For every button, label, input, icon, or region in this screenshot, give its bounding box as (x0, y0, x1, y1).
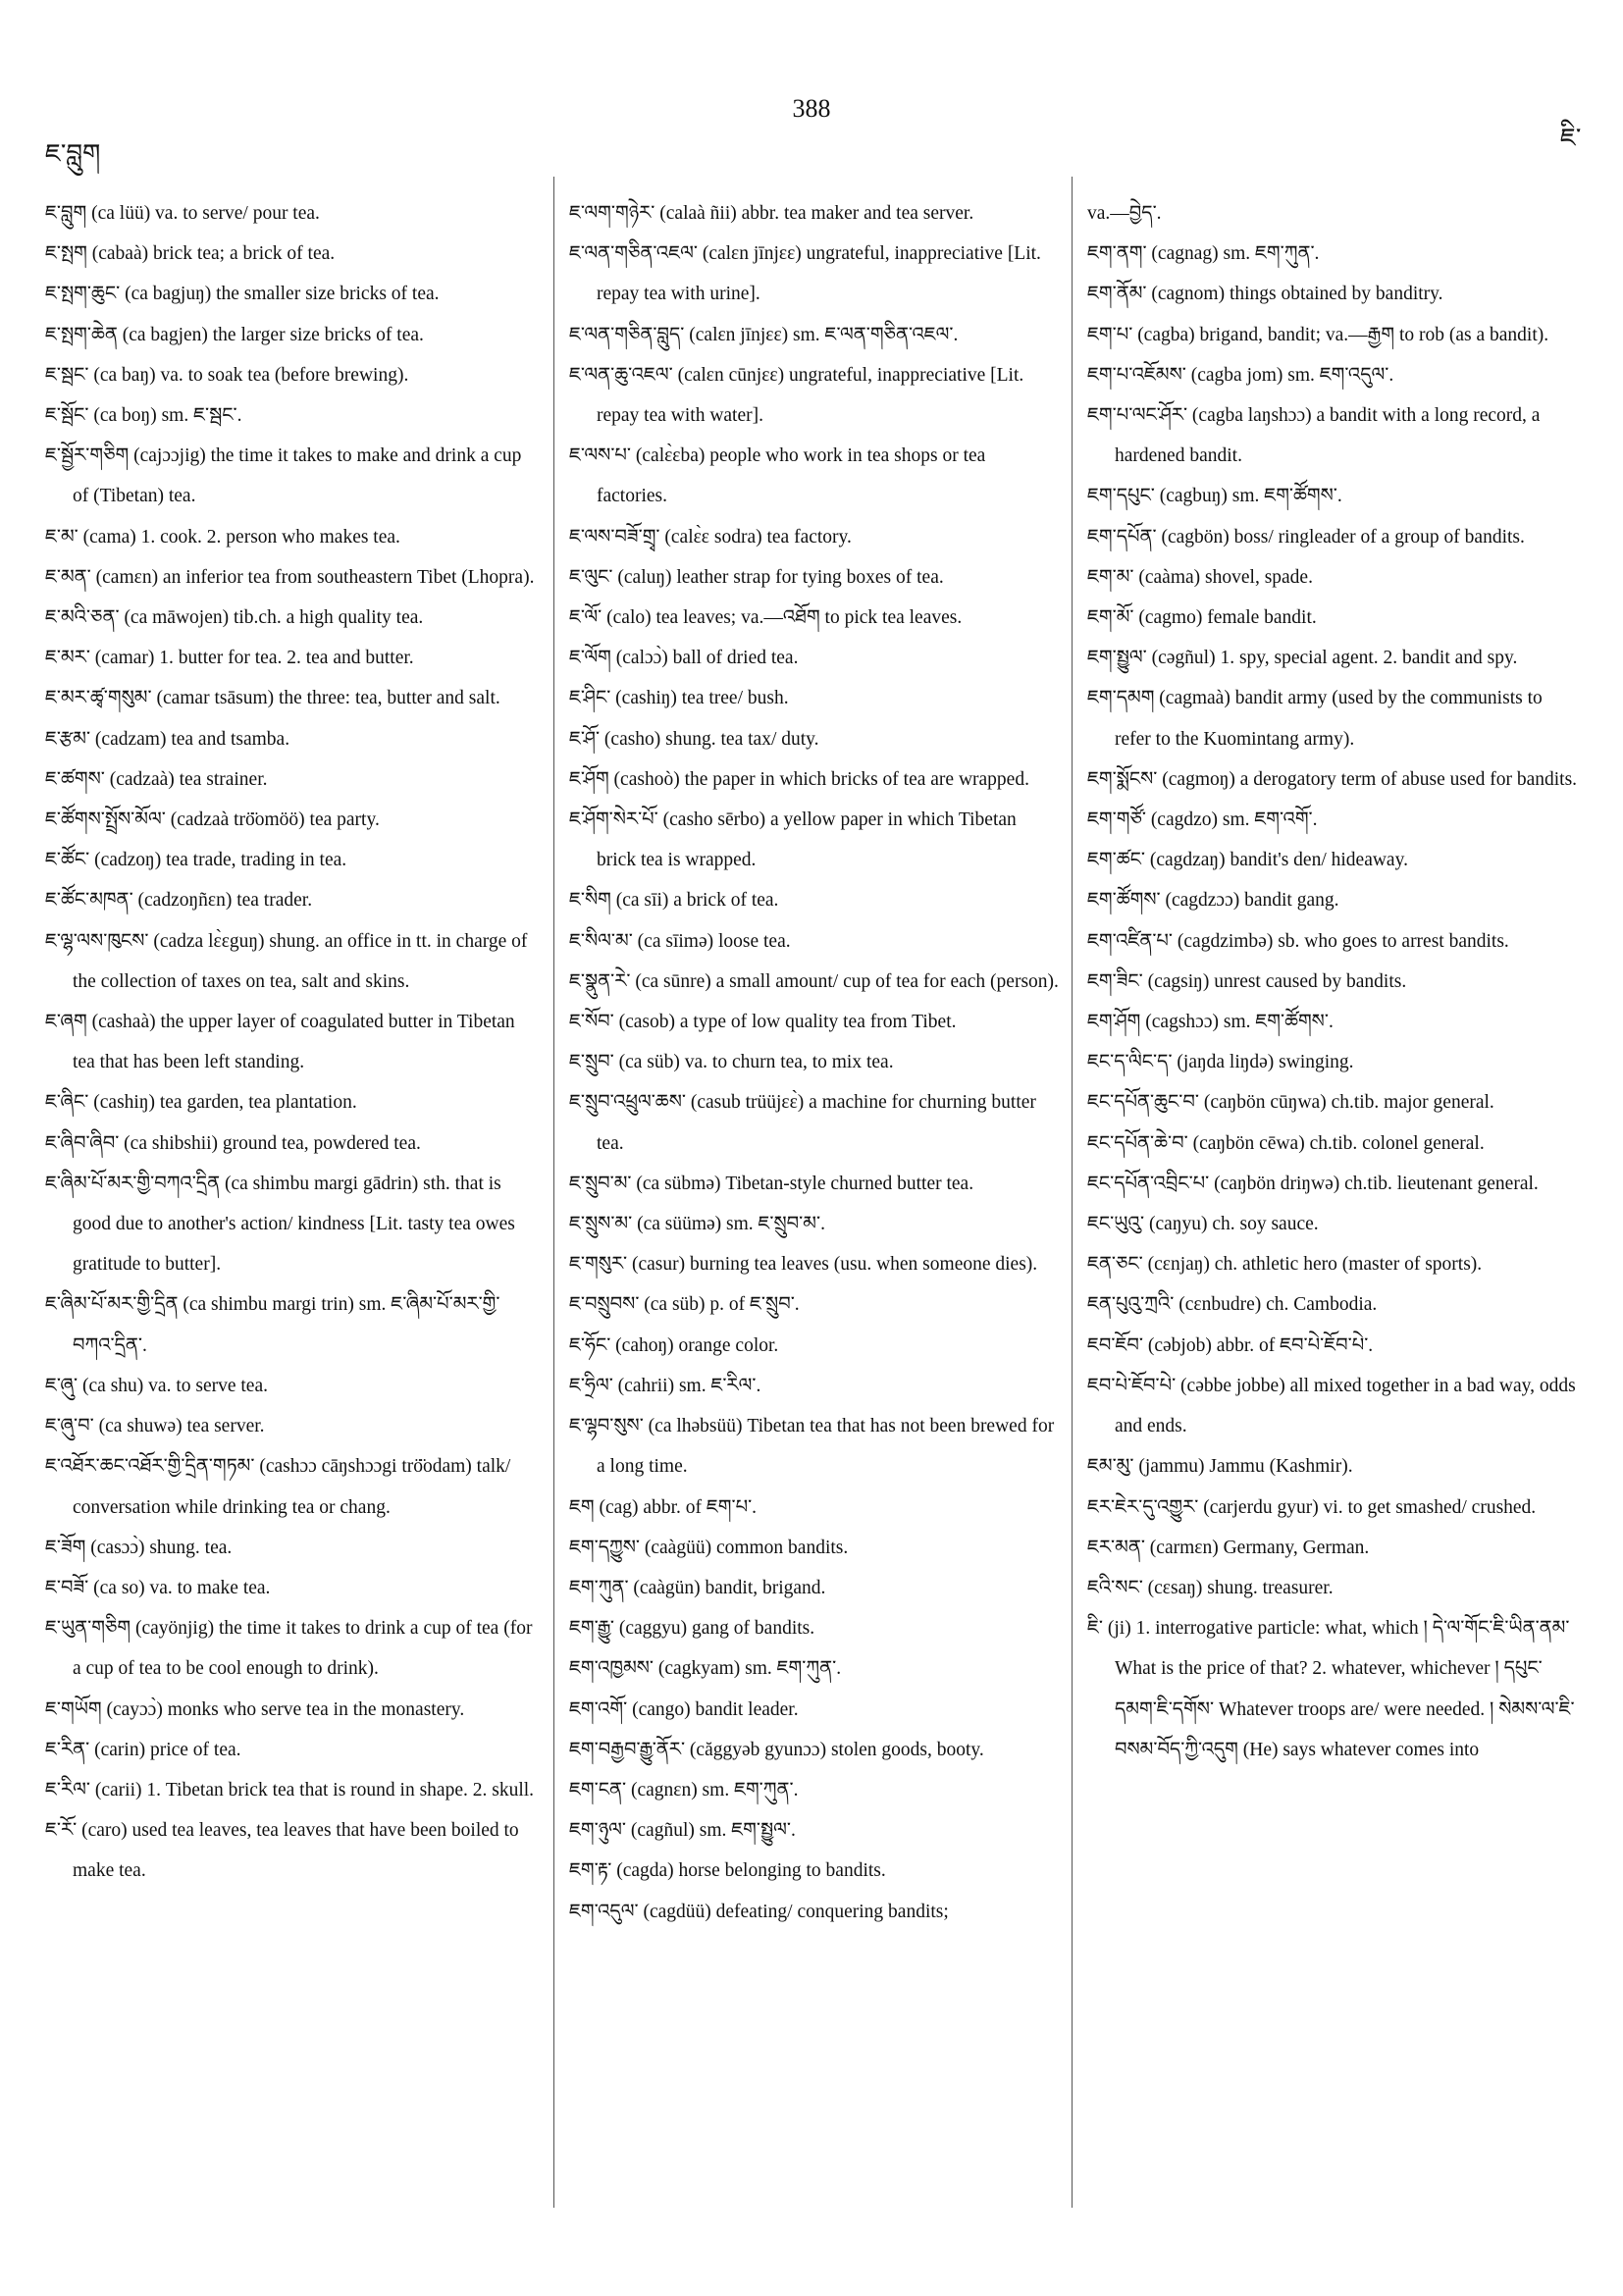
dictionary-entry: ཇ་སྦང་ (ca baŋ) va. to soak tea (before brewing). (45, 364, 409, 386)
dictionary-entry: ཇག་ནག་ (cagnag) sm. ཇག་ཀུན་. (1087, 243, 1320, 265)
running-head-left: ཇ་བླུག (45, 139, 101, 169)
dictionary-entry: ཇ་མའི་ཅན་ (ca māwojen) tib.ch. a high quality tea. (45, 607, 424, 629)
dictionary-entry: ཇ་འཐོར་ཆང་འཐོར་གྱི་དྲིན་གཏམ་ (cashɔɔ cāŋshɔɔgi trö̈odam) talk/ conversation while drinking tea or chang. (45, 1456, 511, 1518)
dictionary-entry: ཇའི་སང་ (cɛsaŋ) shung. treasurer. (1087, 1577, 1334, 1598)
dictionary-entry: ཇ་ལས་བཟོ་གྲྭ་ (calɛ̀ɛ sodra) tea factory. (569, 526, 852, 548)
dictionary-entry: ཇང་དཔོན་ཆེ་བ་ (caŋbön cēwa) ch.tib. colonel general. (1087, 1132, 1485, 1154)
dictionary-entry: ཇ་ལས་པ་ (calɛ̀ɛba) people who work in tea shops or tea factories. (569, 445, 986, 507)
dictionary-entry: ཇ་མན་ (camɛn) an inferior tea from southeastern Tibet (Lhopra). (45, 566, 535, 588)
dictionary-entry: ཇ་སྤག་ཆུང་ (ca bagjuŋ) the smaller size bricks of tea. (45, 284, 440, 305)
dictionary-entry: ཇག་ཀུན་ (caàgün) bandit, brigand. (569, 1577, 826, 1598)
dictionary-entry: ཇག་གཙོ་ (cagdzo) sm. ཇག་འགོ་. (1087, 809, 1318, 831)
dictionary-entry: ཇ་བསྲུབས་ (ca süb) p. of ཇ་སྲུབ་. (569, 1294, 800, 1316)
dictionary-entry: ཇག་ཤོག (cagshɔɔ) sm. ཇག་ཚོགས་. (1087, 1012, 1334, 1033)
dictionary-entry: ཇག་པ་ (cagba) brigand, bandit; va.—རྒྱག to rob (as a bandit). (1087, 324, 1549, 345)
dictionary-entry: ཇ་སྤག་ཆེན (ca bagjen) the larger size bricks of tea. (45, 324, 424, 345)
dictionary-entry: ཇག་དམག (cagmaà) bandit army (used by the communists to refer to the Kuomintang army). (1087, 688, 1543, 750)
dictionary-entry: ཇང་དཔོན་འབྲིང་པ་ (caŋbön driŋwə) ch.tib. lieutenant general. (1087, 1173, 1539, 1194)
dictionary-entry: ཇག་ཉུལ་ (cagñul) sm. ཇག་སྤྱུལ་. (569, 1820, 796, 1842)
dictionary-entry: ཇ་ཧོང་ (cahoŋ) orange color. (569, 1334, 779, 1356)
dictionary-entry: ཇག་སྨོངས་ (cagmoŋ) a derogatory term of abuse used for bandits. (1087, 768, 1578, 790)
dictionary-entry: ཇ་ལུང་ (caluŋ) leather strap for tying boxes of tea. (569, 566, 944, 588)
dictionary-entry: ཇ་མ་ (cama) 1. cook. 2. person who makes tea. (45, 526, 400, 548)
dictionary-entry: ཇ་ཞིབ་ཞིབ་ (ca shibshii) ground tea, powdered tea. (45, 1132, 421, 1154)
dictionary-entry: ཇ་ཟོག (casɔɔ̀) shung. tea. (45, 1537, 233, 1558)
dictionary-entry: ཇབ་ཇོབ་ (cəbjob) abbr. of ཇབ་པེ་ཇོབ་པེ་. (1087, 1334, 1374, 1356)
dictionary-entry: ཇན་ཅང་ (cɛnjaŋ) ch. athletic hero (master of sports). (1087, 1254, 1483, 1276)
dictionary-entry: ཇག་ཚོགས་ (cagdzɔɔ) bandit gang. (1087, 890, 1339, 912)
dictionary-entry: va.—བྱེད་. (1087, 203, 1162, 224)
dictionary-entry: ཇག་དཀྱུས་ (caàgüü) common bandits. (569, 1537, 849, 1558)
column-3 (1087, 193, 1578, 1770)
dictionary-entry: ཇ་སྲུས་མ་ (ca süümə) sm. ཇ་སྲུབ་མ་. (569, 1214, 825, 1235)
dictionary-entry: ཇག་པ་འཇོམས་ (cagba jom) sm. ཇག་འདུལ་. (1087, 364, 1394, 386)
dictionary-entry: ཇམ་མུ་ (jammu) Jammu (Kashmir). (1087, 1456, 1353, 1478)
dictionary-entry: ཇག་འདུལ་ (cagdüü) defeating/ conquering bandits; (569, 1901, 949, 1922)
dictionary-entry: ཇ་སིལ་མ་ (ca sīimə) loose tea. (569, 930, 791, 952)
dictionary-entry: ཇ་ཚོགས་སྤྲོས་མོལ་ (cadzaà trö̈omöö) tea party. (45, 809, 380, 831)
dictionary-entry: ཇ་ཚགས་ (cadzaà) tea strainer. (45, 768, 268, 790)
dictionary-entry: ཇ་ཞུ་བ་ (ca shuwə) tea server. (45, 1416, 265, 1437)
page-number: 388 (792, 94, 831, 123)
dictionary-entry: ཇ་ཧྲིལ་ (cahrii) sm. ཇ་རིལ་. (569, 1375, 761, 1396)
running-head-right: ཇི་ (1560, 124, 1582, 153)
dictionary-entry: ཇང་ཡུའུ་ (caŋyu) ch. soy sauce. (1087, 1214, 1319, 1235)
dictionary-entry: ཇར་ཇེར་དུ་འགྱུར་ (carjerdu gyur) vi. to get smashed/ crushed. (1087, 1496, 1537, 1518)
column-1 (45, 193, 536, 1892)
dictionary-entry: ཇ་ཤིང་ (cashiŋ) tea tree/ bush. (569, 688, 789, 709)
dictionary-entry: ཇར་མན་ (carmɛn) Germany, German. (1087, 1537, 1370, 1558)
dictionary-entry: ཇ་ཞིམ་པོ་མར་གྱི་བཀའ་དྲིན (ca shimbu margi gādrin) sth. that is good due to another's action/ kindness [Lit. tasty tea owes gratitude to butter]. (45, 1173, 515, 1276)
dictionary-entry: ཇ་ཞག (cashaà) the upper layer of coagulated butter in Tibetan tea that has been left standing. (45, 1012, 515, 1073)
dictionary-entry: ཇག་པ་ལང་ཤོར་ (cagba laŋshɔɔ) a bandit with a long record, a hardened bandit. (1087, 405, 1541, 467)
dictionary-entry: ཇ་སྲུབ་འཕྲུལ་ཆས་ (casub trüüjɛɛ̀) a machine for churning butter tea. (569, 1092, 1036, 1154)
dictionary-entry: ཇན་པུའུ་ཀྲའི་ (cɛnbudre) ch. Cambodia. (1087, 1294, 1378, 1316)
dictionary-entry: ཇག་བརྒྱབ་རྒྱུ་ནོར་ (căggyəb gyunɔɔ) stolen goods, booty. (569, 1739, 984, 1760)
dictionary-entry: ཇག (cag) abbr. of ཇག་པ་. (569, 1496, 758, 1518)
dictionary-entry: ཇ་ལན་གཅིན་བླུད་ (calɛn jīnjɛɛ) sm. ཇ་ལན་གཅིན་འཇལ་. (569, 324, 959, 345)
dictionary-entry: ཇ་ལག་གཉེར་ (calaà ñii) abbr. tea maker and tea server. (569, 203, 974, 224)
dictionary-entry: ཇ་གཡོག (cayɔɔ̀) monks who serve tea in the monastery. (45, 1698, 465, 1720)
dictionary-entry: ཇ་ལན་ཆུ་འཇལ་ (calɛn cūnjɛɛ) ungrateful, inappreciative [Lit. repay tea with water]. (569, 364, 1024, 427)
dictionary-entry: ཇང་ད་ལིང་ད་ (jaŋda liŋdə) swinging. (1087, 1052, 1354, 1073)
dictionary-entry: ཇ་རོ་ (caro) used tea leaves, tea leaves that have been boiled to make tea. (45, 1820, 519, 1882)
dictionary-entry: ཇ་ཞིམ་པོ་མར་གྱི་དྲིན (ca shimbu margi trin) sm. ཇ་ཞིམ་པོ་མར་གྱི་བཀའ་དྲིན་. (45, 1294, 500, 1356)
dictionary-entry: ཇི་ (ji) 1. interrogative particle: what, which ། དེ་ལ་གོང་ཇི་ཡིན་ནམ་ What is the price of that? 2. whatever, whichever ། དཔུང་དམག་ཇི་དགོས་ Whatever troops are/ were needed. ། སེམས་ལ་ཇི་བསམ་བོད་ཀྱི་འདུག (He) says whatever comes into (1087, 1618, 1575, 1760)
dictionary-entry: ཇ་ཚོང་ (cadzoŋ) tea trade, trading in tea. (45, 850, 347, 871)
dictionary-entry: ཇ་སྦོང་ (ca boŋ) sm. ཇ་སྦང་. (45, 405, 242, 427)
dictionary-entry: ཇག་འཁྱམས་ (cagkyam) sm. ཇག་ཀུན་. (569, 1658, 842, 1680)
dictionary-entry: ཇ་གསུར་ (casur) burning tea leaves (usu. when someone dies). (569, 1254, 1038, 1276)
column-2 (569, 193, 1060, 1932)
dictionary-entry: ཇ་ལོ་ (calo) tea leaves; va.—འཐོག to pick tea leaves. (569, 607, 963, 629)
dictionary-entry: ཇ་བཟོ་ (ca so) va. to make tea. (45, 1577, 271, 1598)
dictionary-entry: ཇག་འཛིན་པ་ (cagdzimbə) sb. who goes to arrest bandits. (1087, 930, 1509, 952)
dictionary-entry: ཇང་དཔོན་ཆུང་བ་ (caŋbön cūŋwa) ch.tib. major general. (1087, 1092, 1494, 1114)
dictionary-entry: ཇ་ལན་གཅིན་འཇལ་ (calɛn jīnjɛɛ) ungrateful, inappreciative [Lit. repay tea with urine]. (569, 243, 1041, 305)
dictionary-entry: ཇ་སོབ་ (casob) a type of low quality tea from Tibet. (569, 1012, 957, 1033)
dictionary-entry: ཇག་ཚང་ (cagdzaŋ) bandit's den/ hideaway. (1087, 850, 1408, 871)
dictionary-entry: ཇག་ནོམ་ (cagnom) things obtained by banditry. (1087, 284, 1443, 305)
dictionary-entry: ཇ་བླུག (ca lüü) va. to serve/ pour tea. (45, 203, 320, 224)
dictionary-entry: ཇ་ཤོ་ (casho) shung. tea tax/ duty. (569, 728, 819, 750)
dictionary-entry: ཇ་ལོག (calɔɔ̀) ball of dried tea. (569, 648, 799, 669)
dictionary-entry: ཇ་རྩམ་ (cadzam) tea and tsamba. (45, 728, 290, 750)
dictionary-entry: ཇ་མར་ (camar) 1. butter for tea. 2. tea and butter. (45, 648, 414, 669)
dictionary-entry: ཇ་ཤོག་སེར་པོ་ (casho sērbo) a yellow paper in which Tibetan brick tea is wrapped. (569, 809, 1017, 871)
dictionary-entry: ཇ་ཡུན་གཅིག (cayönjig) the time it takes to drink a cup of tea (for a cup of tea to be cool enough to drink). (45, 1618, 533, 1680)
dictionary-entry: ཇ་སིག (ca sīi) a brick of tea. (569, 890, 779, 912)
dictionary-entry: ཇ་སྣུན་རེ་ (ca sūnre) a small amount/ cup of tea for each (person). (569, 970, 1059, 992)
column-divider (1072, 177, 1073, 2208)
dictionary-entry: ཇ་རིན་ (carin) price of tea. (45, 1739, 241, 1760)
dictionary-entry: ཇ་ལྷབ་སུས་ (ca lhəbsüü) Tibetan tea that has not been brewed for a long time. (569, 1416, 1055, 1478)
dictionary-entry: ཇ་སྲུབ་ (ca süb) va. to churn tea, to mix tea. (569, 1052, 894, 1073)
dictionary-entry: ཇག་སྤྱུལ་ (cəgñul) 1. spy, special agent. 2. bandit and spy. (1087, 648, 1518, 669)
dictionary-entry: ཇ་སྦྱོར་གཅིག (cajɔɔjig) the time it takes to make and drink a cup of (Tibetan) tea. (45, 445, 522, 507)
dictionary-entry: ཇག་ངན་ (cagnɛn) sm. ཇག་ཀུན་. (569, 1779, 799, 1800)
dictionary-entry: ཇག་དཔུང་ (cagbuŋ) sm. ཇག་ཚོགས་. (1087, 486, 1342, 507)
dictionary-entry: ཇ་སྤག (cabaà) brick tea; a brick of tea. (45, 243, 336, 265)
column-divider (553, 177, 554, 2208)
dictionary-entry: ཇག་མོ་ (cagmo) female bandit. (1087, 607, 1317, 629)
dictionary-entry: ཇ་ཞིང་ (cashiŋ) tea garden, tea plantation. (45, 1092, 357, 1114)
dictionary-entry: ཇ་ཚོང་མཁན་ (cadzoŋñɛn) tea trader. (45, 890, 313, 912)
dictionary-entry: ཇག་མ་ (caàma) shovel, spade. (1087, 566, 1313, 588)
dictionary-entry: ཇབ་པེ་ཇོབ་པེ་ (cəbbe jobbe) all mixed together in a bad way, odds and ends. (1087, 1375, 1576, 1437)
dictionary-entry: ཇ་ལྷ་ལས་ཁུངས་ (cadza lɛ̀ɛguŋ) shung. an office in tt. in charge of the collection of taxes on tea, salt and skins. (45, 930, 528, 992)
dictionary-entry: ཇ་སྲུབ་མ་ (ca sübmə) Tibetan-style churned butter tea. (569, 1173, 974, 1194)
dictionary-entry: ཇ་རིལ་ (carii) 1. Tibetan brick tea that is round in shape. 2. skull. (45, 1779, 535, 1800)
dictionary-entry: ཇ་ཤོག (cashoò) the paper in which bricks of tea are wrapped. (569, 768, 1029, 790)
dictionary-entry: ཇག་རྟ་ (cagda) horse belonging to bandits. (569, 1860, 886, 1882)
dictionary-entry: ཇག་ཟིང་ (cagsiŋ) unrest caused by bandits. (1087, 970, 1407, 992)
dictionary-entry: ཇག་འགོ་ (cango) bandit leader. (569, 1698, 799, 1720)
dictionary-entry: ཇ་མར་ཚྭ་གསུམ་ (camar tsāsum) the three: tea, butter and salt. (45, 688, 500, 709)
dictionary-entry: ཇག་དཔོན་ (cagbön) boss/ ringleader of a group of bandits. (1087, 526, 1525, 548)
dictionary-entry: ཇ་ཞུ་ (ca shu) va. to serve tea. (45, 1375, 268, 1396)
dictionary-entry: ཇག་རྒྱུ་ (caggyu) gang of bandits. (569, 1618, 815, 1640)
